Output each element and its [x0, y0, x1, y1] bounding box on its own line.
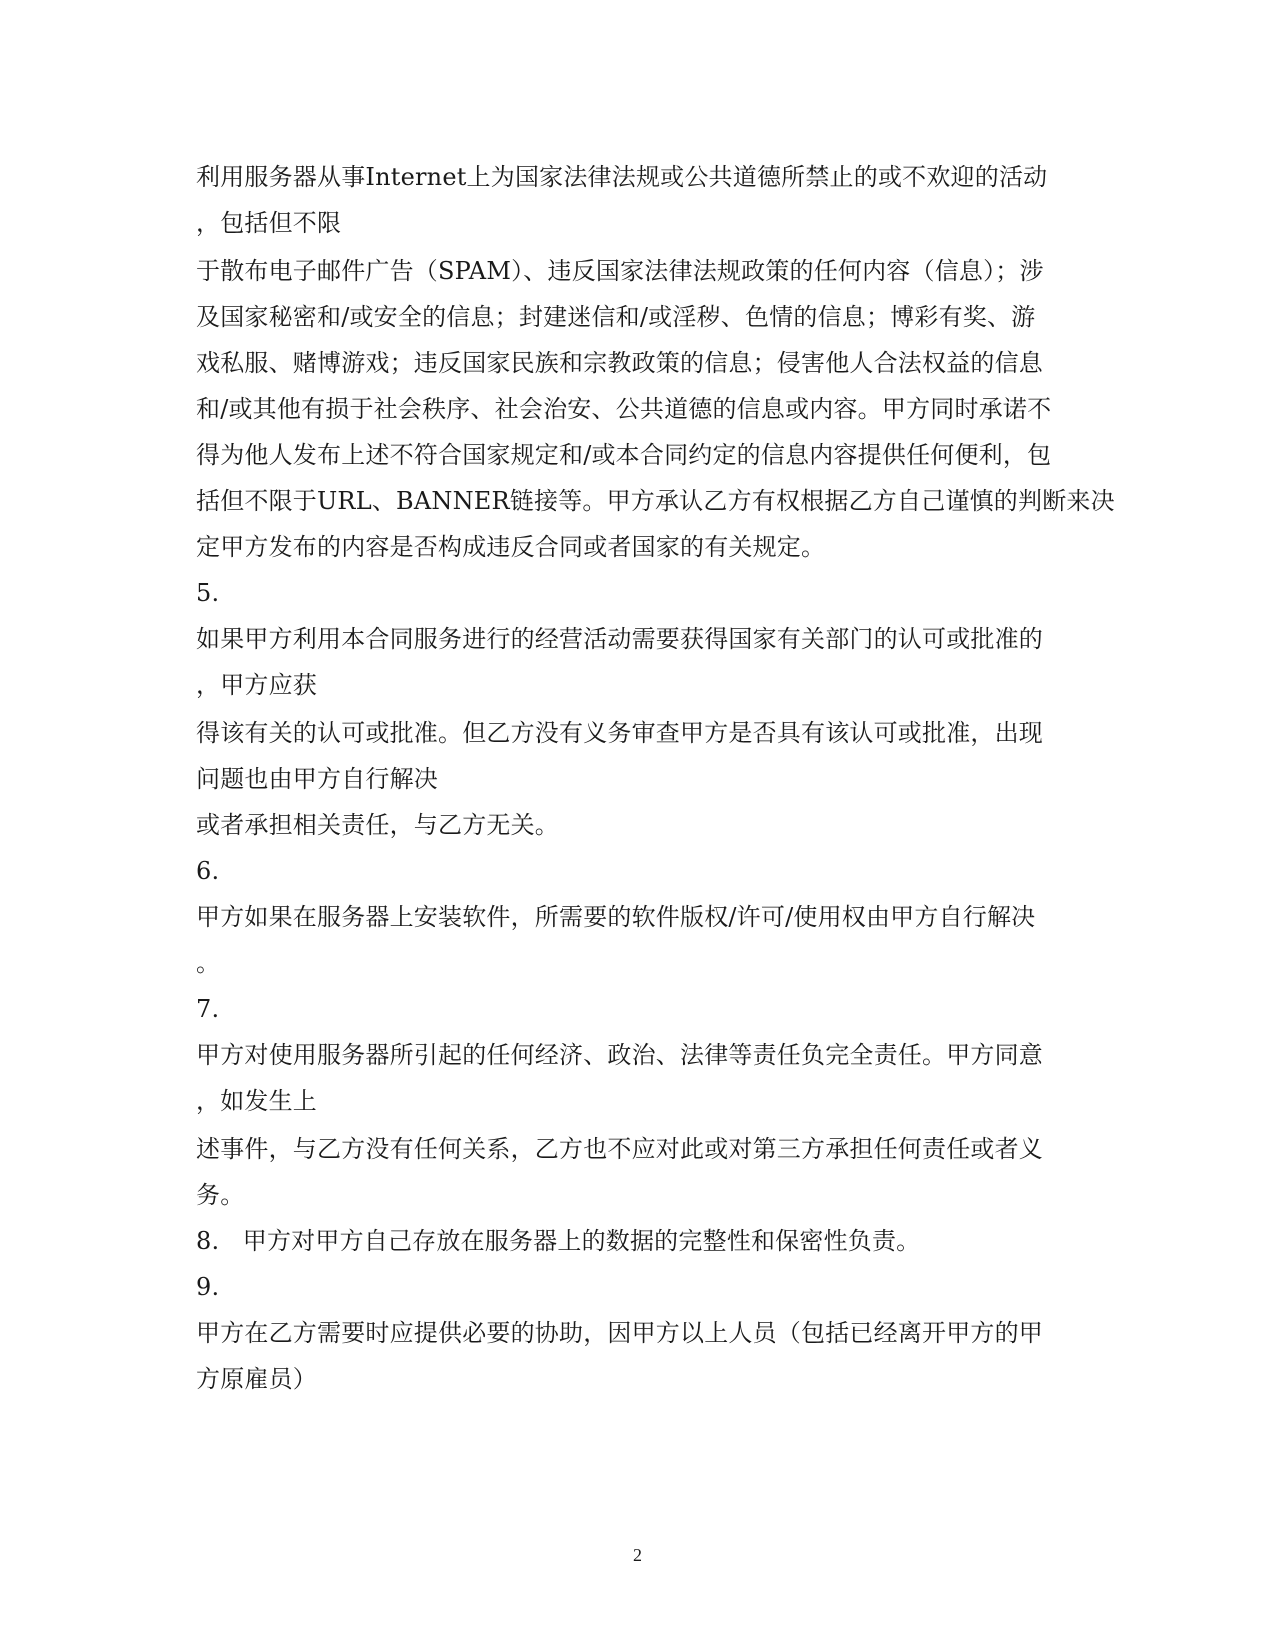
page-number: 2	[633, 1545, 642, 1565]
text-line: 方原雇员）	[196, 1365, 317, 1393]
text-line: ，如发生上	[196, 1087, 317, 1115]
text-line: 得为他人发布上述不符合国家规定和/或本合同约定的信息内容提供任何便利，包	[196, 441, 1052, 469]
text-line: 戏私服、赌博游戏；违反国家民族和宗教政策的信息；侵害他人合法权益的信息	[196, 349, 1043, 377]
item-line: 8. 甲方对甲方自己存放在服务器上的数据的完整性和保密性负责。	[196, 1227, 921, 1255]
text-line: 得该有关的认可或批准。但乙方没有义务审查甲方是否具有该认可或批准，出现	[196, 719, 1043, 747]
item-number: 9.	[196, 1273, 220, 1301]
item-number: 6.	[196, 857, 220, 885]
text-line: 甲方如果在服务器上安装软件，所需要的软件版权/许可/使用权由甲方自行解决	[196, 903, 1036, 931]
text-line: ，甲方应获	[196, 671, 317, 699]
text-line: 和/或其他有损于社会秩序、社会治安、公共道德的信息或内容。甲方同时承诺不	[196, 395, 1052, 423]
text-line: 。	[196, 949, 221, 977]
text-line: 及国家秘密和/或安全的信息；封建迷信和/或淫秽、色情的信息；博彩有奖、游	[196, 303, 1036, 331]
item-number: 7.	[196, 995, 220, 1023]
item-number: 5.	[196, 579, 220, 607]
text-line: ，包括但不限	[196, 209, 342, 237]
text-line: 甲方在乙方需要时应提供必要的协助，因甲方以上人员（包括已经离开甲方的甲	[196, 1319, 1043, 1347]
text-line: 或者承担相关责任，与乙方无关。	[196, 811, 559, 839]
text-line: 务。	[196, 1181, 245, 1209]
text-line: 甲方对使用服务器所引起的任何经济、政治、法律等责任负完全责任。甲方同意	[196, 1041, 1043, 1069]
text-line: 如果甲方利用本合同服务进行的经营活动需要获得国家有关部门的认可或批准的	[196, 625, 1043, 653]
text-line: 利用服务器从事Internet上为国家法律法规或公共道德所禁止的或不欢迎的活动	[196, 163, 1048, 191]
text-line: 于散布电子邮件广告（SPAM）、违反国家法律法规政策的任何内容（信息）；涉	[196, 257, 1044, 285]
text-line: 括但不限于URL、BANNER链接等。甲方承认乙方有权根据乙方自己谨慎的判断来决	[196, 487, 1115, 515]
text-line: 述事件，与乙方没有任何关系，乙方也不应对此或对第三方承担任何责任或者义	[196, 1135, 1043, 1163]
text-line: 定甲方发布的内容是否构成违反合同或者国家的有关规定。	[196, 533, 826, 561]
text-line: 问题也由甲方自行解决	[196, 765, 438, 793]
